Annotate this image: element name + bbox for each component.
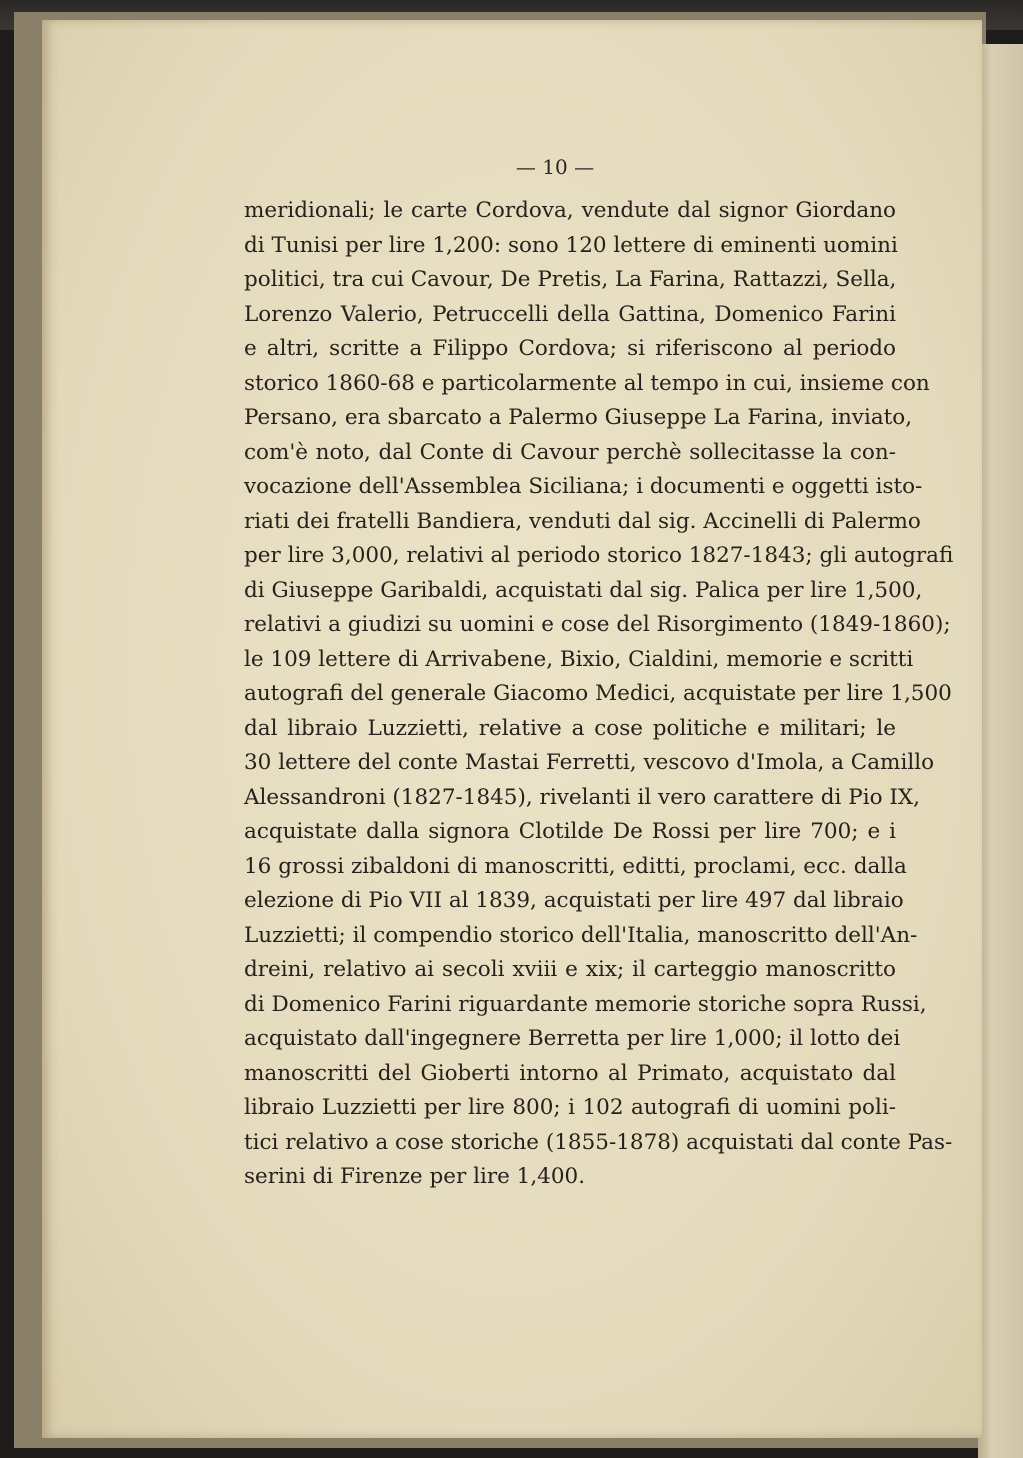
text-line: 16 grossi zibaldoni di manoscritti, editti, proclami, ecc. dalla [244,853,907,879]
text-line: Luzzietti; il compendio storico dell'Italia, manoscritto dell'An- [244,922,918,948]
text-line: 30 lettere del conte Mastai Ferretti, vescovo d'Imola, a Camillo [244,750,935,775]
text-line: di Giuseppe Garibaldi, acquistati dal sig. Palica per lire 1,500, [244,577,923,603]
text-line: meridionali; le carte Cordova, vendute dal signor Giordano [244,198,896,223]
text-line: e altri, scritte a Filippo Cordova; si riferiscono al periodo [244,336,896,361]
text-line: acquistate dalla signora Clotilde De Rossi per lire 700; e i [244,819,896,844]
text-line: acquistato dall'ingegnere Berretta per lire 1,000; il lotto dei [244,1026,901,1051]
text-line: per lire 3,000, relativi al periodo storico 1827-1843; gli autografi [244,543,954,568]
text-line: manoscritti del Gioberti intorno al Primato, acquistato dal [244,1060,896,1086]
text-line: di Tunisi per lire 1,200: sono 120 lettere di eminenti uomini [244,232,898,258]
text-line: le 109 lettere di Arrivabene, Bixio, Cialdini, memorie e scritti [244,646,914,672]
text-line: relativi a giudizi su uomini e cose del Risorgimento (1849-1860); [244,612,951,637]
text-line: di Domenico Farini riguardante memorie storiche sopra Russi, [244,991,927,1017]
text-line: politici, tra cui Cavour, De Pretis, La Farina, Rattazzi, Sella, [244,267,897,292]
page-number: — 10 — [515,155,595,179]
text-line: Lorenzo Valerio, Petruccelli della Gattina, Domenico Farini [244,301,896,327]
text-line: tici relativo a cose storiche (1855-1878) acquistati dal conte Pas- [244,1129,953,1155]
text-line: libraio Luzzietti per lire 800; i 102 autografi di uomini poli- [244,1095,896,1120]
text-line: elezione di Pio VII al 1839, acquistati per lire 497 dal libraio [244,888,904,913]
text-line: dreini, relativo ai secoli xviii e xix; il carteggio manoscritto [244,957,896,982]
text-line: storico 1860-68 e particolarmente al tempo in cui, insieme con [244,370,930,396]
text-line: Persano, era sbarcato a Palermo Giuseppe La Farina, inviato, [244,405,913,430]
text-line: autografi del generale Giacomo Medici, acquistate per lire 1,500 [244,681,952,706]
text-line: serini di Firenze per lire 1,400. [244,1164,586,1189]
body-text [244,194,954,1195]
text-line: dal libraio Luzzietti, relative a cose politiche e militari; le [244,715,896,741]
text-line: vocazione dell'Assemblea Siciliana; i documenti e oggetti isto- [244,474,923,499]
text-line: com'è noto, dal Conte di Cavour perchè sollecitasse la con- [244,439,896,465]
facing-page-edge [978,44,1023,1458]
text-line: riati dei fratelli Bandiera, venduti dal sig. Accinelli di Palermo [244,508,921,534]
text-line: Alessandroni (1827-1845), rivelanti il vero carattere di Pio IX, [244,784,920,810]
